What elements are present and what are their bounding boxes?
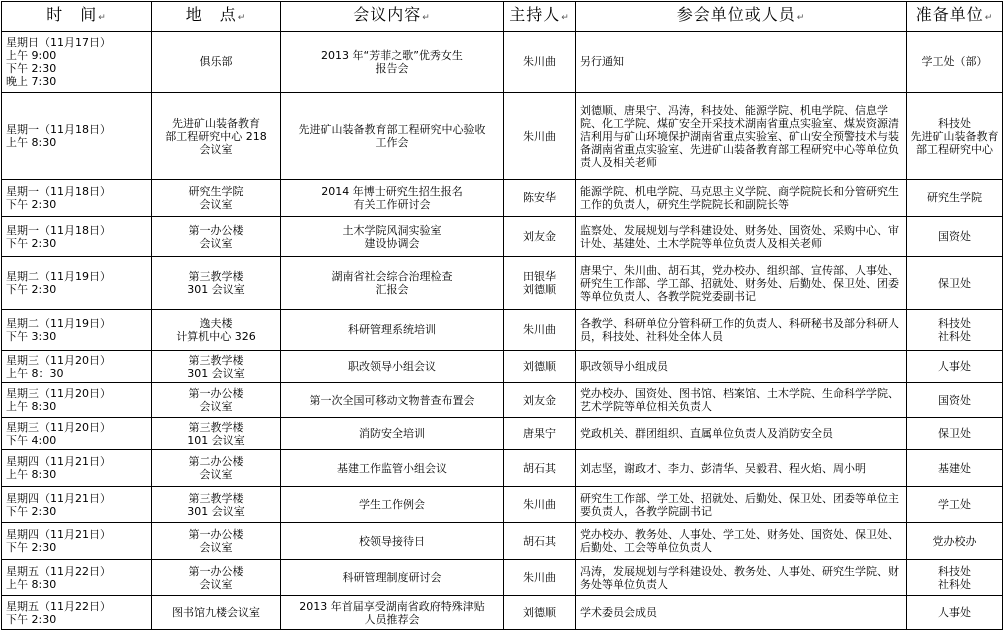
- prep-unit-text: 人事处: [938, 360, 971, 373]
- meeting-location: [152, 32, 281, 93]
- meeting-attendees-text: 能源学院、机电学院、马克思主义学院、商学院院长和分管研究生工作的负责人，研究生学院院长和副院长等: [580, 184, 899, 211]
- meeting-location-text: 第一办公楼 会议室: [188, 564, 244, 591]
- meeting-attendees-text: 学术委员会成员: [580, 606, 657, 620]
- prep-unit-text: 学工处: [938, 498, 971, 512]
- meeting-attendees: [576, 180, 907, 217]
- table-row: [2, 383, 1003, 418]
- meeting-host: [504, 559, 576, 596]
- meeting-time-text: 星期二（11月19日） 下午 3:30: [6, 316, 111, 343]
- meeting-host-text: 朱川曲: [523, 323, 556, 337]
- meeting-host-text: 刘德顺: [523, 606, 556, 620]
- prep-unit-text: 学工处（部）: [921, 55, 988, 69]
- meeting-time-text: 星期四（11月21日） 下午 2:30: [6, 528, 111, 555]
- meeting-attendees-text: 各教学、科研单位分管科研工作的负责人、科研秘书及部分科研人员，科技处、社科处全体人员: [580, 316, 899, 343]
- table-row: [2, 486, 1003, 523]
- meeting-host: [504, 450, 576, 487]
- meeting-attendees-text: 冯涛，发展规划与学科建设处、教务处、人事处、研究生学院、财务处等单位负责人: [580, 564, 899, 591]
- meeting-host-text: 朱川曲: [523, 498, 556, 512]
- meeting-time: [2, 350, 152, 382]
- meeting-time-text: 星期一（11月18日） 下午 2:30: [6, 223, 111, 250]
- prep-unit-text: 保卫处: [938, 276, 971, 290]
- meeting-topic-text: 校领导接待日: [359, 534, 425, 548]
- meeting-topic-text: 土木学院风洞实验室 建设协调会: [342, 223, 442, 250]
- meeting-attendees: [576, 310, 907, 351]
- meeting-host-text: 朱川曲: [523, 571, 556, 585]
- table-row: [2, 523, 1003, 560]
- meeting-attendees: [576, 559, 907, 596]
- meeting-location: [152, 310, 281, 351]
- meeting-host-text: 朱川曲: [523, 55, 556, 69]
- meeting-time: [2, 216, 152, 257]
- meeting-host-text: 胡石其: [523, 461, 556, 475]
- meeting-time: [2, 559, 152, 596]
- meeting-location: [152, 92, 281, 179]
- meeting-time-text: 星期四（11月21日） 下午 2:30: [6, 491, 111, 518]
- prep-unit-text: 保卫处: [938, 427, 971, 440]
- meeting-topic-text: 第一次全国可移动文物普查布置会: [309, 393, 475, 407]
- table-row: [2, 92, 1003, 179]
- meeting-attendees-text: 刘德顺、唐果宁、冯涛，科技处、能源学院、机电学院、信息学院、化工学院、煤矿安全开采技术湖南省重点实验室、煤炭资源清洁利用与矿山环境保护湖南省重点实验室、矿山安全预警技术与装备湖南省重点实验室、先进矿山装备教育部工程研究中心等单位负责人及相关老师: [580, 103, 899, 169]
- meeting-location-text: 图书馆九楼会议室: [172, 606, 260, 620]
- meeting-location: [152, 180, 281, 217]
- meeting-location: [152, 486, 281, 523]
- meeting-host: [504, 310, 576, 351]
- prep-unit-text: 科技处 先进矿山装备教育部工程研究中心: [910, 116, 999, 156]
- prep-unit: [907, 350, 1003, 382]
- header-location: 地 点↵: [152, 2, 281, 32]
- header-row: [2, 2, 1003, 32]
- meeting-topic: [281, 32, 504, 93]
- meeting-host-text: 田银华 刘德顺: [523, 270, 556, 297]
- meeting-attendees: [576, 383, 907, 418]
- meeting-host-text: 胡石其: [523, 534, 556, 548]
- prep-unit: [907, 180, 1003, 217]
- prep-unit: [907, 523, 1003, 560]
- meeting-location: [152, 596, 281, 630]
- meeting-topic: [281, 257, 504, 310]
- table-row: [2, 596, 1003, 630]
- meeting-attendees-text: 职改领导小组成员: [580, 360, 668, 373]
- prep-unit: [907, 559, 1003, 596]
- table-row: [2, 350, 1003, 382]
- meeting-time-text: 星期三（11月20日） 上午 8：30: [6, 353, 111, 380]
- meeting-attendees-text: 刘志坚，谢政才、李力、彭清华、吴毅君、程火焰、周小明: [580, 461, 866, 475]
- meeting-topic: [281, 596, 504, 630]
- meeting-attendees-text: 党办校办、教务处、人事处、学工处、财务处、国资处、保卫处、后勤处、工会等单位负责人: [580, 528, 899, 555]
- prep-unit-text: 国资处: [938, 393, 971, 407]
- meeting-time-text: 星期二（11月19日） 下午 2:30: [6, 270, 111, 297]
- meeting-topic: [281, 350, 504, 382]
- meeting-location: [152, 383, 281, 418]
- table-row: [2, 180, 1003, 217]
- prep-unit: [907, 417, 1003, 449]
- meeting-topic: [281, 216, 504, 257]
- meeting-topic-text: 基建工作监管小组会议: [337, 461, 447, 475]
- meeting-attendees: [576, 257, 907, 310]
- header-time: 时 间↵: [2, 2, 152, 32]
- meeting-time-text: 星期五（11月22日） 上午 8:30: [6, 564, 111, 591]
- meeting-host: [504, 350, 576, 382]
- prep-unit-text: 科技处 社科处: [938, 564, 971, 591]
- prep-unit: [907, 257, 1003, 310]
- table-row: [2, 417, 1003, 449]
- meeting-location-text: 第二办公楼 会议室: [188, 455, 244, 482]
- meeting-location-text: 研究生学院 会议室: [188, 184, 244, 211]
- prep-unit: [907, 310, 1003, 351]
- meeting-location: [152, 559, 281, 596]
- meeting-location: [152, 350, 281, 382]
- meeting-location-text: 俱乐部: [199, 55, 233, 69]
- prep-unit: [907, 486, 1003, 523]
- prep-unit: [907, 450, 1003, 487]
- meeting-host: [504, 32, 576, 93]
- meeting-topic: [281, 450, 504, 487]
- meeting-attendees: [576, 417, 907, 449]
- meeting-location-text: 逸夫楼 计算机中心 326: [176, 316, 256, 343]
- meeting-attendees: [576, 92, 907, 179]
- meeting-time: [2, 310, 152, 351]
- meeting-attendees: [576, 216, 907, 257]
- meeting-host-text: 唐果宁: [523, 427, 556, 440]
- prep-unit: [907, 383, 1003, 418]
- meeting-topic: [281, 417, 504, 449]
- prep-unit-text: 科技处 社科处: [938, 316, 971, 343]
- meeting-host-text: 陈安华: [523, 191, 556, 205]
- table-row: [2, 450, 1003, 487]
- meeting-host: [504, 216, 576, 257]
- meeting-time: [2, 180, 152, 217]
- meeting-topic-text: 学生工作例会: [359, 498, 425, 512]
- meeting-host: [504, 257, 576, 310]
- prep-unit: [907, 92, 1003, 179]
- meeting-host-text: 刘友金: [523, 393, 556, 407]
- meeting-location-text: 第三教学楼 301 会议室: [187, 353, 245, 380]
- meeting-host: [504, 383, 576, 418]
- prep-unit: [907, 32, 1003, 93]
- meeting-time: [2, 523, 152, 560]
- meeting-topic-text: 湖南省社会综合治理检查 汇报会: [331, 270, 453, 297]
- prep-unit: [907, 596, 1003, 630]
- header-prep-unit: 准备单位↵: [907, 2, 1003, 32]
- meeting-attendees: [576, 32, 907, 93]
- meeting-location: [152, 417, 281, 449]
- meeting-host: [504, 180, 576, 217]
- meeting-location: [152, 450, 281, 487]
- meeting-location-text: 第三教学楼 301 会议室: [187, 491, 245, 518]
- meeting-attendees: [576, 596, 907, 630]
- meeting-topic: [281, 486, 504, 523]
- meeting-time-text: 星期三（11月20日） 下午 4:00: [6, 420, 111, 447]
- meeting-location-text: 第一办公楼 会议室: [188, 223, 244, 250]
- prep-unit-text: 人事处: [938, 606, 971, 620]
- meeting-time-text: 星期三（11月20日） 上午 8:30: [6, 387, 111, 413]
- header-topic: 会议内容↵: [281, 2, 504, 32]
- meeting-topic-text: 2014 年博士研究生招生报名 有关工作研讨会: [321, 184, 463, 211]
- meeting-attendees: [576, 350, 907, 382]
- meeting-topic-text: 职改领导小组会议: [348, 360, 436, 373]
- meeting-location-text: 第三教学楼 101 会议室: [187, 420, 245, 447]
- meeting-time: [2, 450, 152, 487]
- meeting-host: [504, 486, 576, 523]
- meeting-location-text: 第三教学楼 301 会议室: [187, 270, 245, 297]
- meeting-attendees-text: 监察处、发展规划与学科建设处、财务处、国资处、采购中心、审计处、基建处、土木学院等单位负责人及相关老师: [580, 223, 899, 250]
- meeting-attendees-text: 唐果宁、朱川曲、胡石其，党办校办、组织部、宣传部、人事处、研究生工作部、学工部、招就处、财务处、后勤处、保卫处、团委等单位负责人、各教学院党委副书记: [580, 263, 899, 303]
- meeting-location-text: 第一办公楼 会议室: [188, 387, 244, 413]
- meeting-attendees: [576, 486, 907, 523]
- meeting-time: [2, 383, 152, 418]
- meeting-location: [152, 523, 281, 560]
- meeting-host: [504, 417, 576, 449]
- table-row: [2, 310, 1003, 351]
- meeting-time-text: 星期四（11月21日） 上午 8:30: [6, 455, 111, 482]
- meeting-time: [2, 417, 152, 449]
- meeting-host: [504, 523, 576, 560]
- meeting-time: [2, 486, 152, 523]
- meeting-time: [2, 32, 152, 93]
- meeting-host-text: 刘友金: [523, 230, 556, 244]
- meeting-topic: [281, 559, 504, 596]
- prep-unit-text: 国资处: [938, 230, 971, 244]
- meeting-attendees: [576, 450, 907, 487]
- prep-unit-text: 党办校办: [932, 534, 977, 548]
- meeting-time-text: 星期一（11月18日） 下午 2:30: [6, 184, 111, 211]
- meeting-topic: [281, 383, 504, 418]
- meeting-attendees-text: 党办校办、国资处、图书馆、档案馆、土木学院、生命科学学院、艺术学院等单位相关负责人: [580, 387, 899, 413]
- header-attendees: 参会单位或人员↵: [576, 2, 907, 32]
- meeting-topic-text: 先进矿山装备教育部工程研究中心验收 工作会: [298, 123, 486, 150]
- meeting-topic-text: 2013 年首届享受湖南省政府特殊津贴 人员推荐会: [299, 599, 485, 626]
- meeting-topic: [281, 310, 504, 351]
- meeting-location: [152, 257, 281, 310]
- meeting-location-text: 先进矿山装备教育 部工程研究中心 218 会议室: [165, 116, 267, 156]
- meeting-attendees-text: 研究生工作部、学工处、招就处、后勤处、保卫处、团委等单位主要负责人，各教学院副书记: [580, 491, 899, 518]
- meeting-time-text: 星期五（11月22日） 下午 2:30: [6, 599, 111, 626]
- prep-unit: [907, 216, 1003, 257]
- meeting-time-text: 星期一（11月18日） 上午 8:30: [6, 123, 111, 150]
- prep-unit-text: 基建处: [938, 461, 971, 475]
- meeting-time: [2, 257, 152, 310]
- meeting-host: [504, 92, 576, 179]
- prep-unit-text: 研究生学院: [927, 191, 982, 205]
- meeting-location-text: 第一办公楼 会议室: [188, 528, 244, 555]
- table-row: [2, 559, 1003, 596]
- meeting-attendees-text: 另行通知: [580, 55, 624, 69]
- meeting-host-text: 朱川曲: [523, 129, 556, 143]
- table-row: [2, 257, 1003, 310]
- meeting-location: [152, 216, 281, 257]
- table-row: [2, 216, 1003, 257]
- meeting-topic: [281, 523, 504, 560]
- meeting-topic-text: 科研管理制度研讨会: [342, 571, 442, 585]
- meeting-topic-text: 2013 年“芳菲之歌”优秀女生 报告会: [321, 48, 463, 75]
- meeting-attendees-text: 党政机关、群团组织、直属单位负责人及消防安全员: [580, 427, 833, 440]
- table-row: [2, 32, 1003, 93]
- meeting-schedule-table: [1, 1, 1003, 630]
- meeting-attendees: [576, 523, 907, 560]
- meeting-topic-text: 科研管理系统培训: [348, 323, 436, 337]
- meeting-time: [2, 92, 152, 179]
- meeting-topic-text: 消防安全培训: [359, 427, 425, 440]
- header-host: 主持人↵: [504, 2, 576, 32]
- meeting-topic: [281, 180, 504, 217]
- meeting-host-text: 刘德顺: [523, 360, 556, 373]
- schedule-body: [2, 32, 1003, 630]
- meeting-time: [2, 596, 152, 630]
- meeting-topic: [281, 92, 504, 179]
- meeting-host: [504, 596, 576, 630]
- meeting-time-text: 星期日（11月17日） 上午 9:00 下午 2:30 晚上 7:30: [6, 35, 111, 88]
